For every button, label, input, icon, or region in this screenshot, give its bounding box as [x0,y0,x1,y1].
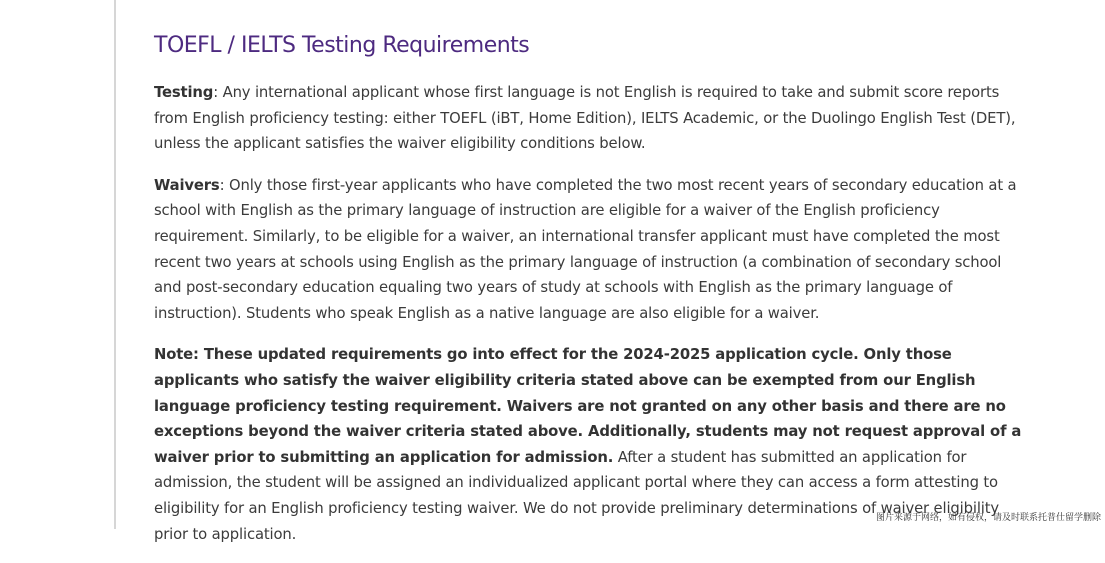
waivers-text: : Only those first-year applicants who have completed the two most recent years of secondary education at a school with English as the primary language of instruction are eligible for a waiver of the English proficiency requirement. Similarly, to be eligible for a waiver, an international transfer applicant must have completed the most recent two years at schools using English as the primary language of instruction (a combination of secondary school and post-secondary education equaling two years of study at schools with English as the primary language of instruction). Students who speak English as a native language are also eligible for a waiver. [154,176,1017,322]
main-content [154,31,1024,563]
page-title: TOEFL / IELTS Testing Requirements [154,33,530,58]
image-source-watermark: 图片来源于网络，如有侵权，请及时联系托普仕留学删除 [875,513,1101,523]
waivers-paragraph [154,173,1024,327]
testing-paragraph [154,80,1024,157]
waivers-label: Waivers [154,176,220,194]
testing-text: : Any international applicant whose first language is not English is required to take and submit score reports from English proficiency testing: either TOEFL (iBT, Home Edition), IELTS Academic, or the Duolingo English Test (DET), unless the applicant satisfies the waiver eligibility conditions below. [154,84,1016,153]
note-bold-text: Note: These updated requirements go into effect for the 2024-2025 application cycle. Only those applicants who satisfy the waiver eligibility criteria stated above can be exempted from our English language proficiency testing requirement. Waivers are not granted on any other basis and there are no exceptions beyond the waiver criteria stated above. Additionally, students may not request approval of a waiver prior to submitting an application for admission. [154,346,1022,466]
note-text: After a student has submitted an application for admission, the student will be assigned an individualized applicant portal where they can access a form attesting to eligibility for an English proficiency testing waiver. We do not provide preliminary determinations of waiver eligibility prior to application. [154,448,999,543]
left-divider [114,0,116,529]
testing-label: Testing [154,84,214,101]
